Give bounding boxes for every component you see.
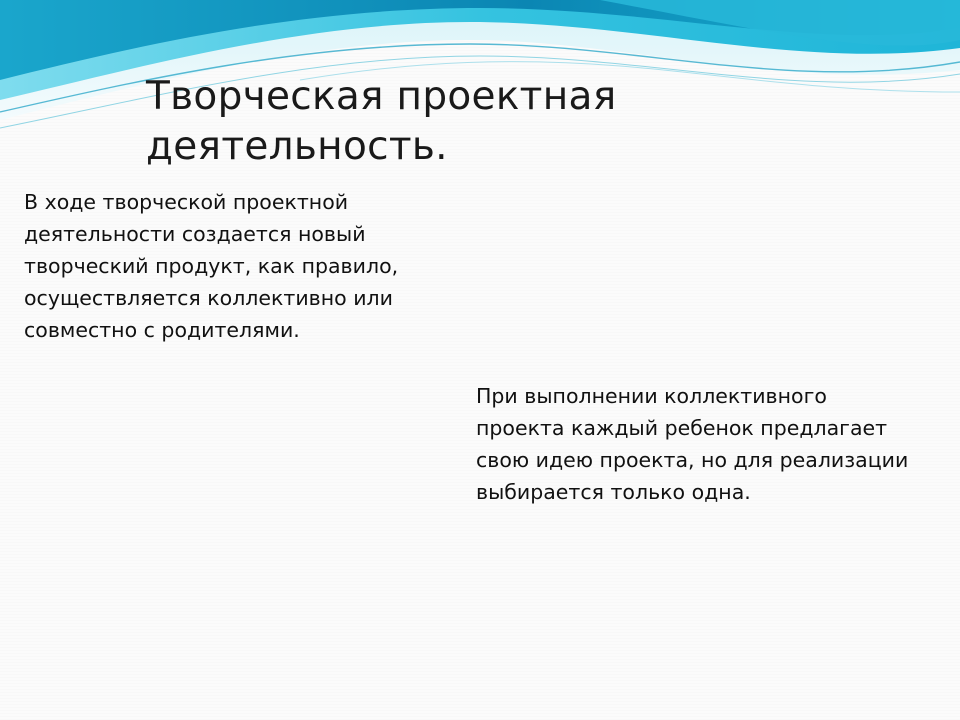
paragraph-right: При выполнении коллективного проекта каждый ребенок предлагает свою идею проекта, но для реализации выбирается только одна. bbox=[476, 384, 909, 504]
slide-title: Творческая проектная деятельность. bbox=[146, 74, 617, 169]
paragraph-left: В ходе творческой проектной деятельности создается новый творческий продукт, как правило, осуществляется коллективно или совместно с родителями. bbox=[24, 190, 399, 342]
